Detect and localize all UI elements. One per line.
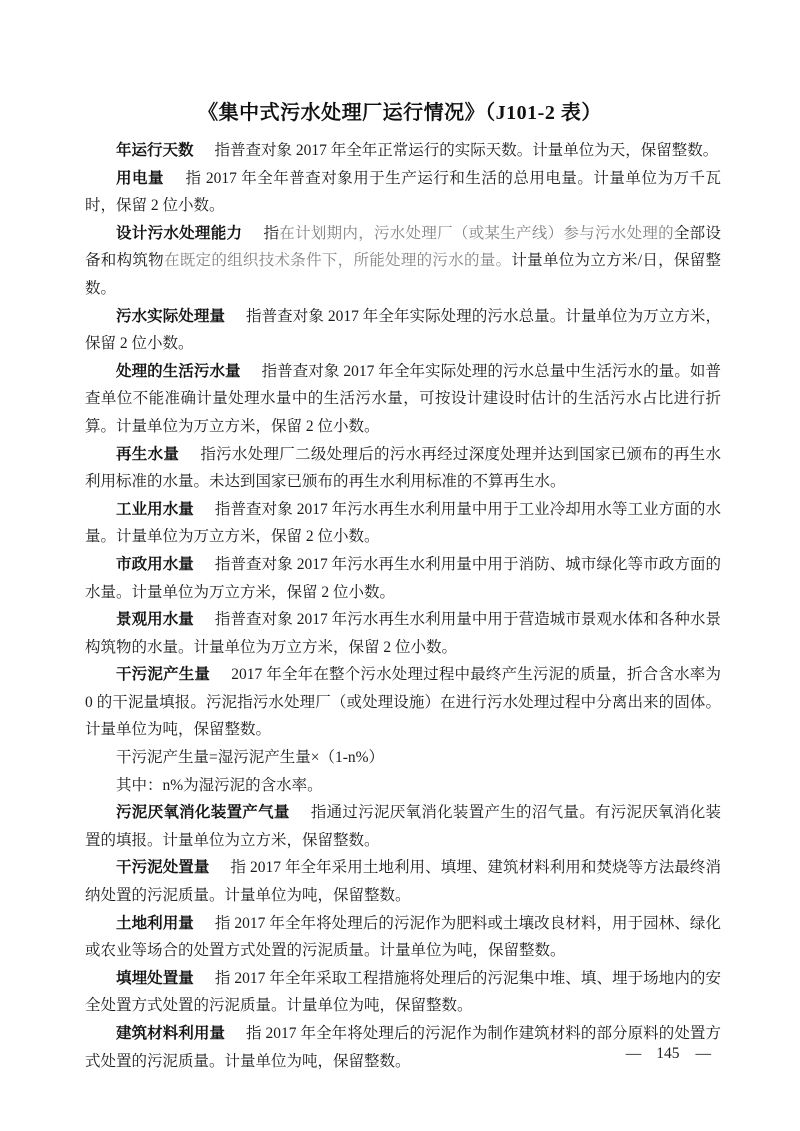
body-text: 指普查对象 2017 年污水再生水利用量中用于营造城市景观水体和各种水景构筑物的水量。计量单位为万立方米，保留 2 位小数。 xyxy=(85,611,721,656)
def-landscape-water-use xyxy=(85,606,721,661)
body-text: 指通过污泥厌氧消化装置产生的沼气量。有污泥厌氧消化装置的填报。计量单位为立方米，保留整数。 xyxy=(85,804,721,849)
body-text: 其中：n%为湿污泥的含水率。 xyxy=(116,776,323,794)
term-label: 污水实际处理量 xyxy=(116,307,226,325)
def-actual-sewage-treated xyxy=(85,303,721,358)
def-domestic-sewage-treated xyxy=(85,358,721,441)
document-title: 《集中式污水处理厂运行情况》（J101-2 表） xyxy=(198,102,602,124)
body-text: 指 2017 年全年将处理后的污泥作为肥料或土壤改良材料，用于园林、绿化或农业等场合的处置方式处置的污泥质量。计量单位为吨，保留整数。 xyxy=(85,914,721,960)
body-text: 指 2017 年全年将处理后的污泥作为制作建筑材料的部分原料的处置方式处置的污泥质量。计量单位为吨，保留整数。 xyxy=(85,1025,721,1070)
def-dry-sludge-disposal xyxy=(85,854,721,909)
term-label: 再生水量 xyxy=(116,445,180,463)
term-label: 市政用水量 xyxy=(116,555,194,573)
term-label: 干污泥产生量 xyxy=(116,666,211,684)
body-text: 指普查对象 2017 年污水再生水利用量中用于消防、城市绿化等市政方面的水量。计量单位为万立方米，保留 2 位小数。 xyxy=(85,555,721,601)
body-text: 指 2017 年全年普查对象用于生产运行和生活的总用电量。计量单位为万千瓦时，保留 2 位小数。 xyxy=(85,169,721,215)
def-industrial-water-use xyxy=(85,496,721,551)
def-biogas-output xyxy=(85,799,721,854)
body-text: 2017 年全年在整个污水处理过程中最终产生污泥的质量，折合含水率为 0 的干泥量填报。污泥指污水处理厂（或处理设施）在进行污水处理过程中分离出来的固体。计量单位为吨，保留整数。 xyxy=(85,666,721,739)
footer-dash-left: — xyxy=(625,1045,641,1062)
def-electricity-consumption xyxy=(85,165,721,220)
note-moisture-content xyxy=(85,772,721,800)
body-text: 指污水处理厂二级处理后的污水再经过深度处理并达到国家已颁布的再生水利用标准的水量。未达到国家已颁布的再生水利用标准的不算再生水。 xyxy=(85,445,721,491)
term-label: 建筑材料利用量 xyxy=(116,1025,226,1042)
def-municipal-water-use xyxy=(85,551,721,606)
term-label: 设计污水处理能力 xyxy=(116,224,243,242)
body-text: 指普查对象 2017 年全年实际处理的污水总量中生活污水的量。如普查单位不能准确计量处理水量中的生活污水量，可按设计建设时估计的生活污水占比进行折算。计量单位为万立方米，保留 2 位小数。 xyxy=(85,362,721,435)
page-footer xyxy=(626,1043,710,1065)
def-landfill-disposal xyxy=(85,965,721,1020)
term-label: 用电量 xyxy=(116,169,165,187)
body-text: 指 2017 年全年采取工程措施将处理后的污泥集中堆、填、埋于场地内的安全处置方式处置的污泥质量。计量单位为吨，保留整数。 xyxy=(85,969,721,1015)
body-text: 指普查对象 2017 年全年正常运行的实际天数。计量单位为天，保留整数。 xyxy=(198,142,719,159)
formula-dry-sludge xyxy=(85,744,721,772)
body-text: 全部设备和构筑物 xyxy=(85,224,721,270)
body-text: 指 2017 年全年采用土地利用、填埋、建筑材料利用和焚烧等方法最终消纳处置的污泥质量。计量单位为吨，保留整数。 xyxy=(85,859,721,905)
body-text: 指普查对象 2017 年污水再生水利用量中用于工业冷却用水等工业方面的水量。计量单位为万立方米，保留 2 位小数。 xyxy=(85,500,721,546)
def-designed-treatment-capacity xyxy=(85,220,721,303)
def-annual-operating-days xyxy=(85,137,721,165)
body-text: 指 xyxy=(247,224,280,242)
term-label: 年运行天数 xyxy=(116,142,194,159)
body-text: 干污泥产生量=湿污泥产生量×（1-n%） xyxy=(116,749,385,767)
term-label: 填埋处置量 xyxy=(116,969,194,987)
term-label: 处理的生活污水量 xyxy=(116,362,241,380)
term-label: 景观用水量 xyxy=(116,611,194,629)
term-label: 污泥厌氧消化装置产气量 xyxy=(116,804,290,822)
term-label: 土地利用量 xyxy=(116,914,194,932)
def-dry-sludge-output xyxy=(85,661,721,744)
body-text: 指普查对象 2017 年全年实际处理的污水总量。计量单位为万立方米，保留 2 位小数。 xyxy=(85,307,721,353)
def-land-application xyxy=(85,910,721,965)
body-text: 在既定的组织技术条件下，所能处理的污水的量。 xyxy=(163,252,512,270)
paragraph-list xyxy=(85,137,721,1075)
footer-page-number: 145 xyxy=(656,1045,680,1062)
term-label: 干污泥处置量 xyxy=(116,859,210,877)
footer-dash-right: — xyxy=(695,1045,710,1062)
term-label: 工业用水量 xyxy=(116,500,194,518)
body-text: 在计划期内，污水处理厂（或某生产线）参与污水处理的 xyxy=(279,224,674,242)
def-reclaimed-water xyxy=(85,441,721,496)
body-text: 计量单位为立方米/日，保留整数。 xyxy=(85,252,721,297)
